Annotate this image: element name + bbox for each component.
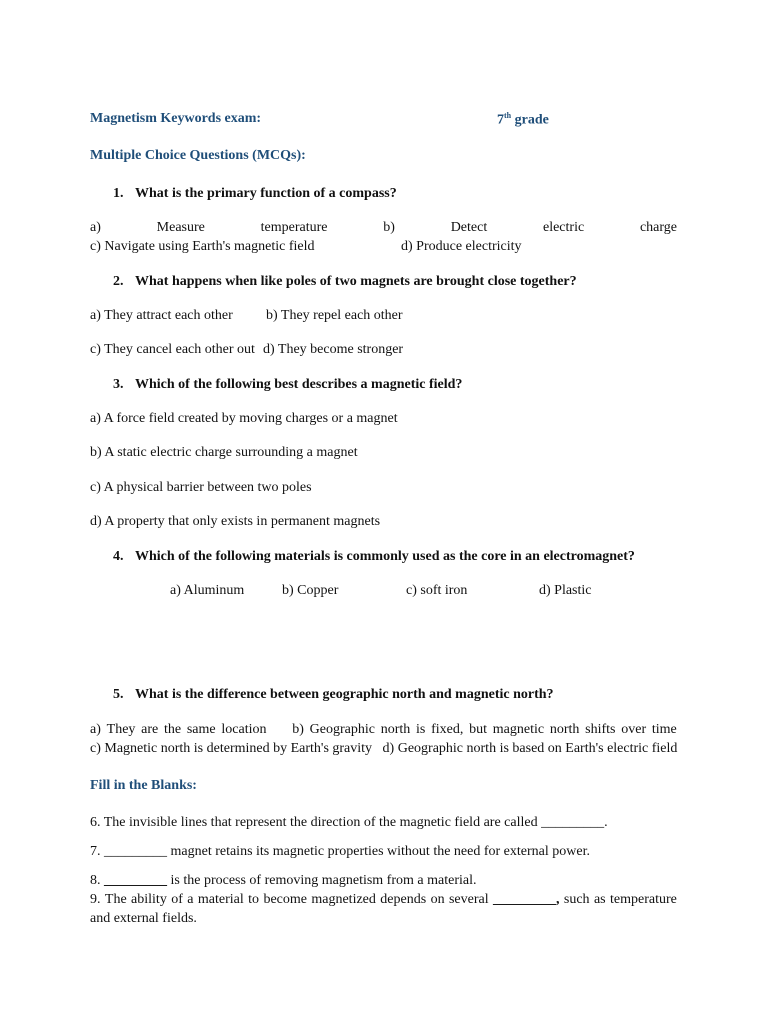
grade-word: grade xyxy=(514,112,549,128)
word: is xyxy=(416,722,426,737)
word: to xyxy=(248,892,260,907)
word: time xyxy=(651,722,677,737)
fill-item-8 xyxy=(90,873,476,889)
fill-text: is the process of removing magnetism from a material. xyxy=(167,873,477,888)
word: as xyxy=(593,892,606,907)
q4-option-d: d) Plastic xyxy=(539,583,592,598)
question-number: 5. xyxy=(113,687,124,702)
question-2 xyxy=(113,274,577,290)
word: depends xyxy=(380,892,427,907)
question-number: 2. xyxy=(113,274,124,289)
word: the xyxy=(164,722,182,737)
fill-text: 6. The invisible lines that represent the direction of the magnetic field are called xyxy=(90,815,542,830)
word: magnetic xyxy=(492,722,545,737)
word: north xyxy=(549,722,580,737)
grade-superscript: th xyxy=(504,111,512,120)
fill-blank: _________ xyxy=(541,815,605,830)
q2-option-a: a) They attract each other xyxy=(90,308,233,323)
word: b) xyxy=(292,722,304,737)
word: a) xyxy=(90,220,101,235)
word: fixed, xyxy=(431,722,464,737)
word: The xyxy=(104,892,127,907)
word: Geographic xyxy=(309,722,375,737)
question-text: What is the primary function of a compass? xyxy=(135,186,397,201)
word: Measure xyxy=(156,220,205,235)
fill-item-7 xyxy=(90,844,590,860)
q5-options-line-2: c) Magnetic north is determined by Earth's gravity d) Geographic north is based on Earth's electric field xyxy=(90,741,678,756)
word: are xyxy=(141,722,159,737)
question-number: 1. xyxy=(113,186,124,201)
exam-title: Magnetism Keywords exam: xyxy=(90,111,262,126)
question-5 xyxy=(113,687,554,703)
fill-blank: _________ xyxy=(104,873,167,888)
word: temperature xyxy=(610,892,677,907)
grade-number: 7 xyxy=(497,112,504,128)
fill-text: 7. xyxy=(90,844,104,859)
fill-item-6 xyxy=(90,815,608,831)
question-1 xyxy=(113,186,397,202)
q2-option-d: d) They become stronger xyxy=(263,342,404,357)
word: same xyxy=(186,722,216,737)
q4-option-c: c) soft iron xyxy=(406,583,468,598)
word: electric xyxy=(542,220,585,235)
word: magnetized xyxy=(311,892,376,907)
grade-label xyxy=(497,111,549,129)
word: charge xyxy=(639,220,677,235)
fill-blank: _________, xyxy=(493,892,560,907)
q1-options-line xyxy=(90,220,677,236)
word: on xyxy=(430,892,445,907)
question-text: What is the difference between geographic north and magnetic north? xyxy=(135,687,554,702)
fill-item-9-line-1 xyxy=(90,892,677,908)
question-3 xyxy=(113,377,462,393)
q5-options-line-1 xyxy=(90,722,677,738)
question-text: Which of the following best describes a magnetic field? xyxy=(135,377,463,392)
fill-blank: _________ xyxy=(104,844,167,859)
q1-option-c: c) Navigate using Earth's magnetic field xyxy=(90,239,315,254)
q3-option-b: b) A static electric charge surrounding a magnet xyxy=(90,445,358,460)
q2-option-c: c) They cancel each other out xyxy=(90,342,255,357)
fill-text: 8. xyxy=(90,873,104,888)
fill-item-9-line-2: and external fields. xyxy=(90,911,197,926)
word: They xyxy=(106,722,136,737)
word: 9. xyxy=(90,892,101,907)
fill-heading: Fill in the Blanks: xyxy=(90,778,197,793)
q2-option-b: b) They repel each other xyxy=(266,308,403,323)
word: such xyxy=(563,892,590,907)
word: over xyxy=(621,722,647,737)
word: material xyxy=(197,892,244,907)
word: but xyxy=(469,722,488,737)
word: a xyxy=(187,892,194,907)
question-number: 4. xyxy=(113,549,124,564)
word: of xyxy=(171,892,183,907)
word: b) xyxy=(383,220,395,235)
word: a) xyxy=(90,722,101,737)
question-number: 3. xyxy=(113,377,124,392)
q4-option-a: a) Aluminum xyxy=(170,583,245,598)
q3-option-a: a) A force field created by moving charges or a magnet xyxy=(90,411,398,426)
q3-option-c: c) A physical barrier between two poles xyxy=(90,480,312,495)
word: north xyxy=(380,722,411,737)
q3-option-d: d) A property that only exists in permanent magnets xyxy=(90,514,381,529)
word: temperature xyxy=(260,220,328,235)
question-text: What happens when like poles of two magnets are brought close together? xyxy=(135,274,577,289)
mcq-heading: Multiple Choice Questions (MCQs): xyxy=(90,148,306,163)
word: several xyxy=(448,892,489,907)
word: shifts xyxy=(585,722,616,737)
q4-option-b: b) Copper xyxy=(282,583,339,598)
word: location xyxy=(221,722,267,737)
fill-text: magnet retains its magnetic properties without the need for external power. xyxy=(167,844,590,859)
word: ability xyxy=(131,892,167,907)
question-4 xyxy=(113,549,635,565)
fill-text: . xyxy=(604,815,608,830)
word: Detect xyxy=(450,220,488,235)
q1-option-d: d) Produce electricity xyxy=(401,239,522,254)
question-text: Which of the following materials is commonly used as the core in an electromagnet? xyxy=(135,549,635,564)
word: become xyxy=(263,892,307,907)
